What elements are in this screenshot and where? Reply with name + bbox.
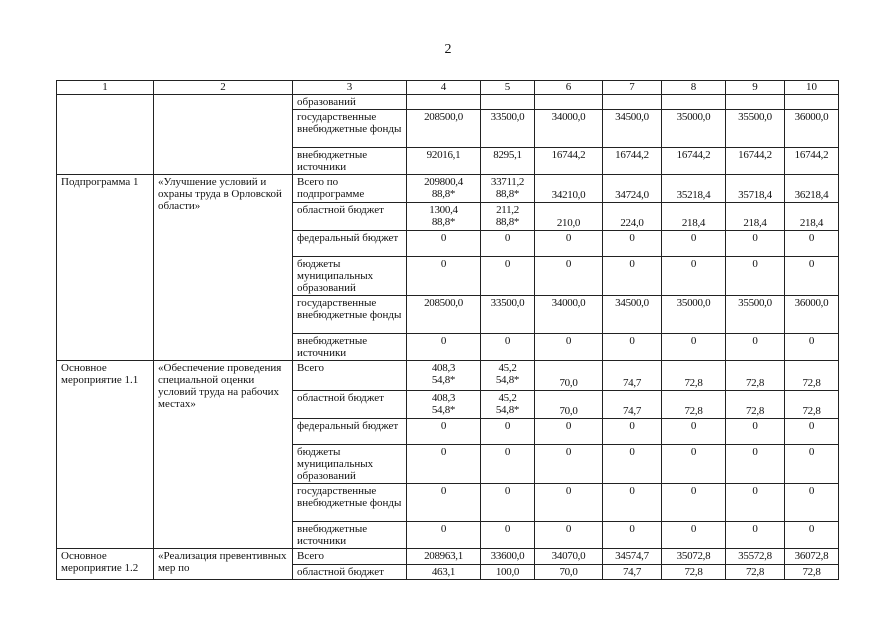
value-cell: 34000,0: [535, 110, 603, 148]
value-cell: 224,0: [603, 203, 662, 231]
funding-source-cell: государственные внебюджетные фонды: [293, 296, 407, 334]
value-cell: 0: [481, 484, 535, 522]
value-main: 33711,2: [490, 176, 525, 188]
value-cell: 36000,0: [785, 110, 839, 148]
value-cell: 0: [662, 334, 726, 361]
funding-source-cell: Всего по подпрограмме: [293, 175, 407, 203]
value-cell: [481, 361, 535, 391]
value-cell: 0: [481, 445, 535, 484]
value-cell: 0: [481, 231, 535, 257]
table-row: [57, 175, 839, 203]
value-cell: 0: [535, 522, 603, 549]
header-cell: 8: [662, 81, 726, 95]
value-cell: 0: [603, 419, 662, 445]
value-cell: 0: [726, 334, 785, 361]
value-cell: 0: [407, 257, 481, 296]
value-cell: 36000,0: [785, 296, 839, 334]
value-cell: 8295,1: [481, 148, 535, 175]
value-cell: 0: [662, 445, 726, 484]
value-cell: 0: [481, 522, 535, 549]
value-cell: 33500,0: [481, 110, 535, 148]
value-cell: [535, 95, 603, 110]
value-cell: 208963,1: [407, 549, 481, 565]
value-cell: 0: [535, 231, 603, 257]
value-main: 45,2: [498, 362, 517, 374]
value-cell: 72,8: [785, 565, 839, 580]
header-cell: 9: [726, 81, 785, 95]
funding-source-cell: образований: [293, 95, 407, 110]
value-cell: 34724,0: [603, 175, 662, 203]
funding-source-cell: бюджеты муниципальных образований: [293, 445, 407, 484]
funding-source-cell: внебюджетные источники: [293, 334, 407, 361]
value-cell: 72,8: [726, 391, 785, 419]
value-cell: 0: [407, 419, 481, 445]
value-note: 88,8*: [431, 188, 456, 200]
value-cell: 0: [726, 445, 785, 484]
value-cell: 0: [603, 522, 662, 549]
header-cell: 4: [407, 81, 481, 95]
value-cell: 0: [481, 257, 535, 296]
header-row: [57, 81, 839, 95]
value-cell: 0: [603, 231, 662, 257]
funding-source-cell: Всего: [293, 549, 407, 565]
funding-source-cell: областной бюджет: [293, 391, 407, 419]
value-cell: 0: [785, 334, 839, 361]
value-cell: 72,8: [662, 361, 726, 391]
value-cell: 70,0: [535, 391, 603, 419]
funding-source-cell: бюджеты муниципальных образований: [293, 257, 407, 296]
value-cell: 0: [662, 257, 726, 296]
value-cell: 463,1: [407, 565, 481, 580]
value-cell: 35000,0: [662, 110, 726, 148]
funding-source-cell: государственные внебюджетные фонды: [293, 484, 407, 522]
value-cell: 35072,8: [662, 549, 726, 565]
value-cell: 0: [481, 419, 535, 445]
value-cell: 0: [726, 257, 785, 296]
value-main: 1300,4: [429, 204, 458, 216]
value-cell: 72,8: [662, 391, 726, 419]
value-cell: [481, 175, 535, 203]
value-note: 54,8*: [431, 374, 456, 386]
value-note: 88,8*: [495, 216, 520, 228]
program-name-cell: Подпрограмма 1: [57, 175, 154, 361]
value-main: 45,2: [498, 392, 517, 404]
funding-source-cell: внебюджетные источники: [293, 522, 407, 549]
program-title-cell: [154, 95, 293, 175]
value-main: 209800,4: [424, 176, 463, 188]
value-cell: 35000,0: [662, 296, 726, 334]
value-cell: 0: [785, 445, 839, 484]
value-main: 408,3: [431, 392, 456, 404]
value-cell: 0: [407, 484, 481, 522]
value-cell: [407, 391, 481, 419]
value-note: 88,8*: [431, 216, 456, 228]
value-cell: 34210,0: [535, 175, 603, 203]
budget-table: [56, 80, 839, 580]
value-cell: 0: [535, 334, 603, 361]
value-main: 408,3: [431, 362, 456, 374]
value-cell: 35500,0: [726, 296, 785, 334]
value-cell: 35572,8: [726, 549, 785, 565]
value-cell: 0: [603, 484, 662, 522]
value-main: 211,2: [496, 204, 519, 216]
value-cell: 0: [407, 334, 481, 361]
value-cell: 208500,0: [407, 110, 481, 148]
funding-source-cell: федеральный бюджет: [293, 231, 407, 257]
value-cell: [726, 95, 785, 110]
table-row: [57, 549, 839, 565]
value-note: 54,8*: [431, 404, 456, 416]
value-cell: 33600,0: [481, 549, 535, 565]
value-note: 54,8*: [495, 374, 520, 386]
value-cell: 0: [407, 522, 481, 549]
value-cell: 0: [726, 419, 785, 445]
value-cell: 0: [785, 419, 839, 445]
value-cell: 35218,4: [662, 175, 726, 203]
value-cell: 0: [407, 231, 481, 257]
table-row: [57, 361, 839, 391]
value-note: 54,8*: [495, 404, 520, 416]
value-cell: 0: [726, 231, 785, 257]
value-cell: 70,0: [535, 565, 603, 580]
value-cell: [481, 95, 535, 110]
value-cell: [481, 391, 535, 419]
program-name-cell: Основное мероприятие 1.2: [57, 549, 154, 580]
value-cell: 218,4: [726, 203, 785, 231]
table-row: [57, 95, 839, 110]
value-cell: 36218,4: [785, 175, 839, 203]
value-cell: 0: [535, 445, 603, 484]
header-cell: 5: [481, 81, 535, 95]
value-cell: 74,7: [603, 565, 662, 580]
value-cell: 0: [407, 445, 481, 484]
header-cell: 2: [154, 81, 293, 95]
value-cell: 35718,4: [726, 175, 785, 203]
page-number: 2: [444, 42, 452, 57]
value-cell: [407, 203, 481, 231]
value-cell: 72,8: [662, 565, 726, 580]
header-cell: 6: [535, 81, 603, 95]
value-cell: 16744,2: [535, 148, 603, 175]
value-cell: 0: [785, 231, 839, 257]
value-cell: 0: [603, 445, 662, 484]
value-cell: 0: [603, 257, 662, 296]
value-cell: 34574,7: [603, 549, 662, 565]
funding-source-cell: областной бюджет: [293, 565, 407, 580]
value-cell: 34000,0: [535, 296, 603, 334]
header-cell: 10: [785, 81, 839, 95]
header-cell: 3: [293, 81, 407, 95]
value-cell: 74,7: [603, 361, 662, 391]
funding-source-cell: государственные внебюджетные фонды: [293, 110, 407, 148]
value-cell: [407, 361, 481, 391]
value-cell: 72,8: [785, 391, 839, 419]
value-cell: [603, 95, 662, 110]
value-cell: 34070,0: [535, 549, 603, 565]
value-cell: 72,8: [726, 565, 785, 580]
value-cell: [662, 95, 726, 110]
funding-source-cell: внебюджетные источники: [293, 148, 407, 175]
value-cell: [785, 95, 839, 110]
value-cell: 0: [662, 522, 726, 549]
header-cell: 1: [57, 81, 154, 95]
value-cell: 0: [535, 419, 603, 445]
value-cell: 0: [785, 484, 839, 522]
value-cell: 208500,0: [407, 296, 481, 334]
value-cell: 0: [785, 522, 839, 549]
header-cell: 7: [603, 81, 662, 95]
value-cell: 16744,2: [726, 148, 785, 175]
value-cell: 0: [662, 419, 726, 445]
value-cell: [407, 175, 481, 203]
value-cell: 0: [662, 231, 726, 257]
value-cell: [407, 95, 481, 110]
funding-source-cell: областной бюджет: [293, 203, 407, 231]
funding-source-cell: федеральный бюджет: [293, 419, 407, 445]
value-cell: 16744,2: [662, 148, 726, 175]
value-cell: 72,8: [726, 361, 785, 391]
value-cell: 0: [535, 257, 603, 296]
value-cell: 36072,8: [785, 549, 839, 565]
value-cell: 0: [481, 334, 535, 361]
value-cell: 210,0: [535, 203, 603, 231]
value-cell: 34500,0: [603, 110, 662, 148]
value-cell: 0: [726, 522, 785, 549]
value-cell: 35500,0: [726, 110, 785, 148]
program-name-cell: Основное мероприятие 1.1: [57, 361, 154, 549]
value-cell: 0: [603, 334, 662, 361]
value-cell: 218,4: [662, 203, 726, 231]
value-cell: 0: [535, 484, 603, 522]
program-title-cell: «Обеспечение проведения специальной оценки условий труда на рабочих местах»: [154, 361, 293, 549]
value-cell: 16744,2: [785, 148, 839, 175]
value-cell: 0: [785, 257, 839, 296]
program-title-cell: «Улучшение условий и охраны труда в Орловской области»: [154, 175, 293, 361]
value-cell: 72,8: [785, 361, 839, 391]
value-cell: 0: [662, 484, 726, 522]
value-cell: 70,0: [535, 361, 603, 391]
value-cell: 92016,1: [407, 148, 481, 175]
value-cell: 74,7: [603, 391, 662, 419]
value-cell: 16744,2: [603, 148, 662, 175]
value-note: 88,8*: [495, 188, 520, 200]
value-cell: 100,0: [481, 565, 535, 580]
value-cell: [481, 203, 535, 231]
value-cell: 218,4: [785, 203, 839, 231]
funding-source-cell: Всего: [293, 361, 407, 391]
value-cell: 33500,0: [481, 296, 535, 334]
program-name-cell: [57, 95, 154, 175]
value-cell: 34500,0: [603, 296, 662, 334]
program-title-cell: «Реализация превентивных мер по: [154, 549, 293, 580]
value-cell: 0: [726, 484, 785, 522]
